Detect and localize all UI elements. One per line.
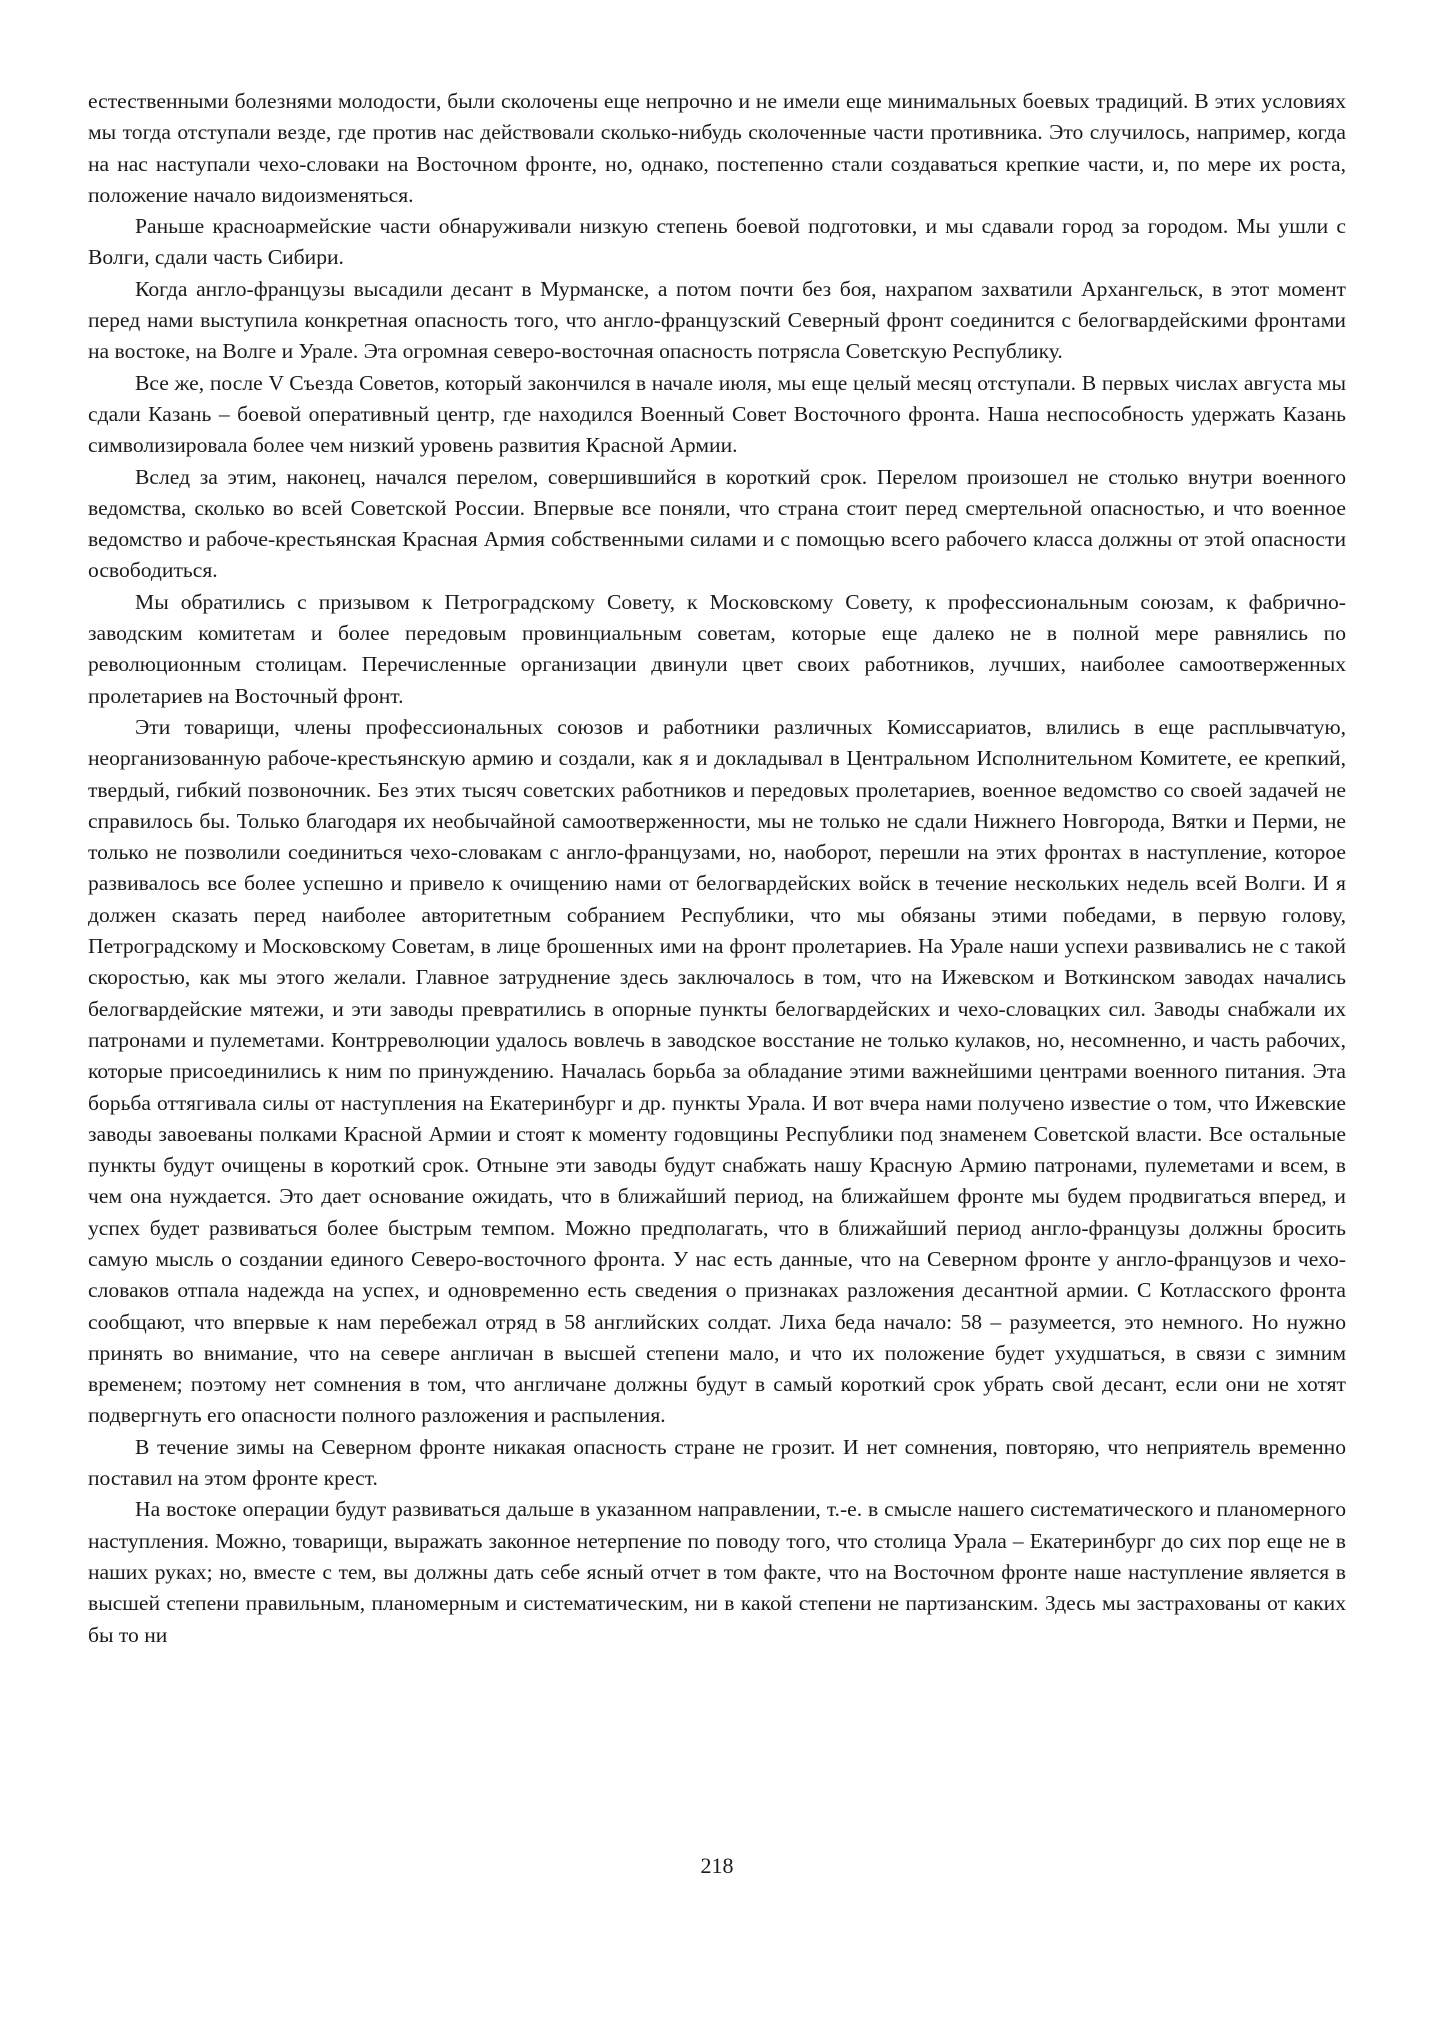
paragraph-9: На востоке операции будут развиваться дальше в указанном направлении, т.-е. в смысле нашего систематического и планомерного наступления. Можно, товарищи, выражать законное нетерпение по поводу того, что столица Урала – Екатеринбург до сих пор еще не в наших руках; но, вместе с тем, вы должны дать себе ясный отчет в том факте, что на Восточном фронте наше наступление является в высшей степени правильным, планомерным и систематическим, ни в какой степени не партизанским. Здесь мы застрахованы от каких бы то ни bbox=[88, 1497, 1346, 1647]
page-body bbox=[88, 86, 1346, 1651]
paragraph-2: Раньше красноармейские части обнаруживали низкую степень боевой подготовки, и мы сдавали город за городом. Мы ушли с Волги, сдали часть Сибири. bbox=[88, 214, 1346, 270]
paragraph-6: Мы обратились с призывом к Петроградскому Совету, к Московскому Совету, к профессиональным союзам, к фабрично-заводским комитетам и более передовым провинциальным советам, которые еще далеко не в полной мере равнялись по революционным столицам. Перечисленные организации двинули цвет своих работников, лучших, наиболее самоотверженных пролетариев на Восточный фронт. bbox=[88, 589, 1346, 708]
paragraph-3: Когда англо-французы высадили десант в Мурманске, а потом почти без боя, нахрапом захватили Архангельск, в этот момент перед нами выступила конкретная опасность того, что англо-французский Северный фронт соединится с белогвардейскими фронтами на востоке, на Волге и Урале. Эта огромная северо-восточная опасность потрясла Советскую Республику. bbox=[88, 276, 1346, 364]
page-number: 218 bbox=[700, 1853, 734, 1878]
paragraph-4: Все же, после V Съезда Советов, который закончился в начале июля, мы еще целый месяц отступали. В первых числах августа мы сдали Казань – боевой оперативный центр, где находился Военный Совет Восточного фронта. Наша неспособность удержать Казань символизировала более чем низкий уровень развития Красной Армии. bbox=[88, 370, 1346, 458]
paragraph-8: В течение зимы на Северном фронте никакая опасность стране не грозит. И нет сомнения, повторяю, что неприятель временно поставил на этом фронте крест. bbox=[88, 1434, 1346, 1491]
paragraph-1: естественными болезнями молодости, были сколочены еще непрочно и не имели еще минимальных боевых традиций. В этих условиях мы тогда отступали везде, где против нас действовали сколько-нибудь сколоченные части противника. Это случилось, например, когда на нас наступали чехо-словаки на Восточном фронте, но, однако, постепенно стали создаваться крепкие части, и, по мере их роста, положение начало видоизменяться. bbox=[88, 89, 1346, 207]
paragraph-7: Эти товарищи, члены профессиональных союзов и работники различных Комиссариатов, влились в еще расплывчатую, неорганизованную рабоче-крестьянскую армию и создали, как я и докладывал в Центральном Исполнительном Комитете, ее крепкий, твердый, гибкий позвоночник. Без этих тысяч советских работников и передовых пролетариев, военное ведомство со своей задачей не справилось бы. Только благодаря их необычайной самоотверженности, мы не только не сдали Нижнего Новгорода, Вятки и Перми, не только не позволили соединиться чехо-словакам с англо-французами, но, наоборот, перешли на этих фронтах в наступление, которое развивалось все более успешно и привело к очищению нами от белогвардейских войск в течение нескольких недель всей Волги. И я должен сказать перед наиболее авторитетным собранием Республики, что мы обязаны этими победами, в первую голову, Петроградскому и Московскому Советам, в лице брошенных ими на фронт пролетариев. На Урале наши успехи развивались не с такой скоростью, как мы этого желали. Главное затруднение здесь заключалось в том, что на Ижевском и Воткинском заводах начались белогвардейские мятежи, и эти заводы превратились в опорные пункты белогвардейских и чехо-словацких сил. Заводы снабжали их патронами и пулеметами. Контрреволюции удалось вовлечь в заводское восстание не только кулаков, но, несомненно, и часть рабочих, которые присоединились к ним по принуждению. Началась борьба за обладание этими важнейшими центрами военного питания. Эта борьба оттягивала силы от наступления на Екатеринбург и др. пункты Урала. И вот вчера нами получено известие о том, что Ижевские заводы завоеваны полками Красной Армии и стоят к моменту годовщины Республики под знаменем Советской власти. Все остальные пункты будут очищены в короткий срок. Отныне эти заводы будут снабжать нашу Красную Армию патронами, пулеметами и всем, в чем она нуждается. Это дает основание ожидать, что в ближайший период, на ближайшем фронте мы будем продвигаться вперед, и успех будет развиваться более быстрым темпом. Можно предполагать, что в ближайший период англо-французы должны бросить самую мысль о создании единого Северо-восточного фронта. У нас есть данные, что на Северном фронте у англо-французов и чехо-словаков отпала надежда на успех, и одновременно есть сведения о признаках разложения десантной армии. С Котласского фронта сообщают, что впервые к нам перебежал отряд в 58 английских солдат. Лиха беда начало: 58 – разумеется, это немного. Но нужно принять во внимание, что на севере англичан в высшей степени мало, и что их положение будет ухудшаться, в связи с зимним временем; поэтому нет сомнения в том, что англичане должны будут в самый короткий срок убрать свой десант, если они не хотят подвергнуть его опасности полного разложения и распыления. bbox=[88, 714, 1346, 1428]
paragraph-5: Вслед за этим, наконец, начался перелом, совершившийся в короткий срок. Перелом произошел не столько внутри военного ведомства, сколько во всей Советской России. Впервые все поняли, что страна стоит перед смертельной опасностью, и что военное ведомство и рабоче-крестьянская Красная Армия собственными силами и с помощью всего рабочего класса должны от этой опасности освободиться. bbox=[88, 464, 1346, 583]
